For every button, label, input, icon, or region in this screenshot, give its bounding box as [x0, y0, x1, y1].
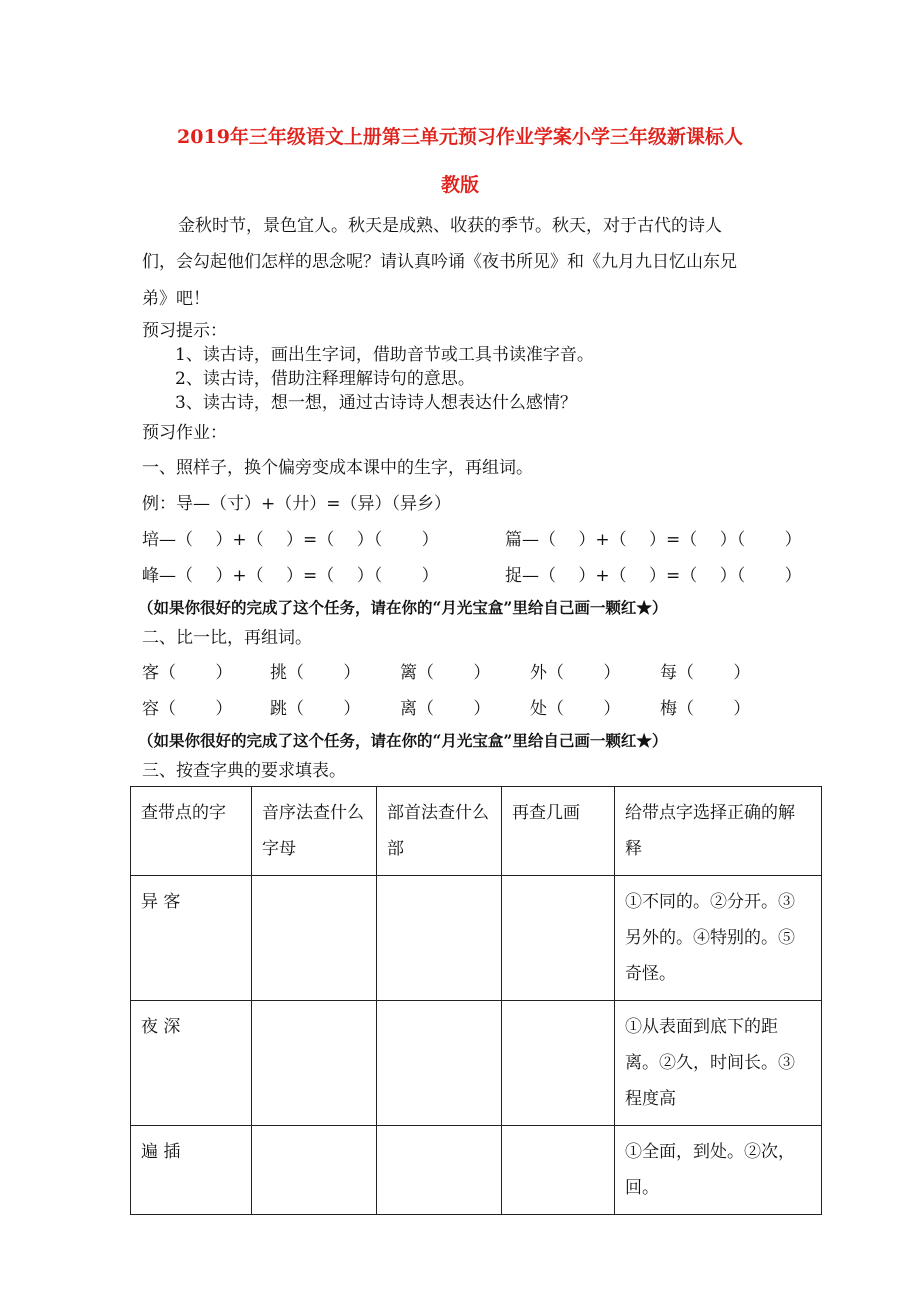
- header-cell: 再查几画: [502, 787, 615, 876]
- header-cell: 给带点字选择正确的解释: [615, 787, 822, 876]
- hint-item: 2、读古诗，借助注释理解诗句的意思。: [175, 369, 475, 389]
- section3-heading: 三、按查字典的要求填表。: [142, 761, 346, 781]
- compare-item[interactable]: 梅（ ）: [660, 699, 751, 719]
- compare-item[interactable]: 离（ ）: [400, 699, 491, 719]
- compare-item[interactable]: 客（ ）: [142, 663, 233, 683]
- compare-item[interactable]: 容（ ）: [142, 699, 233, 719]
- compare-item[interactable]: 挑（ ）: [270, 663, 361, 683]
- answer-cell[interactable]: [252, 1001, 377, 1126]
- section1-heading: 一、照样子，换个偏旁变成本课中的生字，再组词。: [142, 458, 533, 478]
- compare-item[interactable]: 处（ ）: [530, 699, 621, 719]
- hints-heading: 预习提示：: [142, 321, 227, 341]
- answer-cell[interactable]: [502, 1001, 615, 1126]
- intro-line: 们，会勾起他们怎样的思念呢？请认真吟诵《夜书所见》和《九月九日忆山东兄: [142, 252, 737, 272]
- intro-line: 金秋时节，景色宜人。秋天是成熟、收获的季节。秋天，对于古代的诗人: [178, 216, 722, 236]
- answer-cell[interactable]: [502, 1126, 615, 1215]
- answer-cell[interactable]: [502, 876, 615, 1001]
- table-row: [131, 876, 822, 1001]
- meaning-cell: ①从表面到底下的距离。②久，时间长。③程度高: [615, 1001, 822, 1126]
- compare-item[interactable]: 篱（ ）: [400, 663, 491, 683]
- section2-heading: 二、比一比，再组词。: [142, 628, 312, 648]
- table-header-row: [131, 787, 822, 876]
- hint-item: 3、读古诗，想一想，通过古诗诗人想表达什么感情？: [175, 393, 577, 413]
- section1-example: 例：导—（寸）+（廾）=（异）（异乡）: [142, 494, 451, 514]
- hint-item: 1、读古诗，画出生字词，借助音节或工具书读准字音。: [175, 345, 594, 365]
- document-title-cont: 教版: [440, 174, 479, 196]
- compare-item[interactable]: 每（ ）: [660, 663, 751, 683]
- fill-in-row[interactable]: 峰—（ ）+（ ）=（ ）（ ）: [142, 566, 439, 586]
- chars-cell: 异 客: [131, 876, 252, 1001]
- answer-cell[interactable]: [377, 876, 502, 1001]
- compare-item[interactable]: 外（ ）: [530, 663, 621, 683]
- header-cell: 查带点的字: [131, 787, 252, 876]
- homework-heading: 预习作业：: [142, 423, 227, 443]
- answer-cell[interactable]: [252, 1126, 377, 1215]
- answer-cell[interactable]: [377, 1126, 502, 1215]
- dictionary-table: [130, 786, 822, 1215]
- section2-note: （如果你很好的完成了这个任务，请在你的“月光宝盒”里给自己画一颗红★）: [138, 731, 668, 750]
- meaning-cell: ①不同的。②分开。③另外的。④特别的。⑤奇怪。: [615, 876, 822, 1001]
- chars-cell: 夜 深: [131, 1001, 252, 1126]
- header-cell: 音序法查什么字母: [252, 787, 377, 876]
- compare-item[interactable]: 跳（ ）: [270, 699, 361, 719]
- document-title: 2019年三年级语文上册第三单元预习作业学案小学三年级新课标人: [177, 126, 743, 148]
- intro-line: 弟》吧！: [142, 289, 210, 309]
- chars-cell: 遍 插: [131, 1126, 252, 1215]
- fill-in-row[interactable]: 培—（ ）+（ ）=（ ）（ ）: [142, 530, 439, 550]
- section1-note: （如果你很好的完成了这个任务，请在你的“月光宝盒”里给自己画一颗红★）: [138, 598, 668, 617]
- fill-in-row[interactable]: 篇—（ ）+（ ）=（ ）（ ）: [505, 530, 802, 550]
- meaning-cell: ①全面，到处。②次，回。: [615, 1126, 822, 1215]
- answer-cell[interactable]: [252, 876, 377, 1001]
- header-cell: 部首法查什么部: [377, 787, 502, 876]
- fill-in-row[interactable]: 捉—（ ）+（ ）=（ ）（ ）: [505, 566, 802, 586]
- table-row: [131, 1001, 822, 1126]
- answer-cell[interactable]: [377, 1001, 502, 1126]
- table-row: [131, 1126, 822, 1215]
